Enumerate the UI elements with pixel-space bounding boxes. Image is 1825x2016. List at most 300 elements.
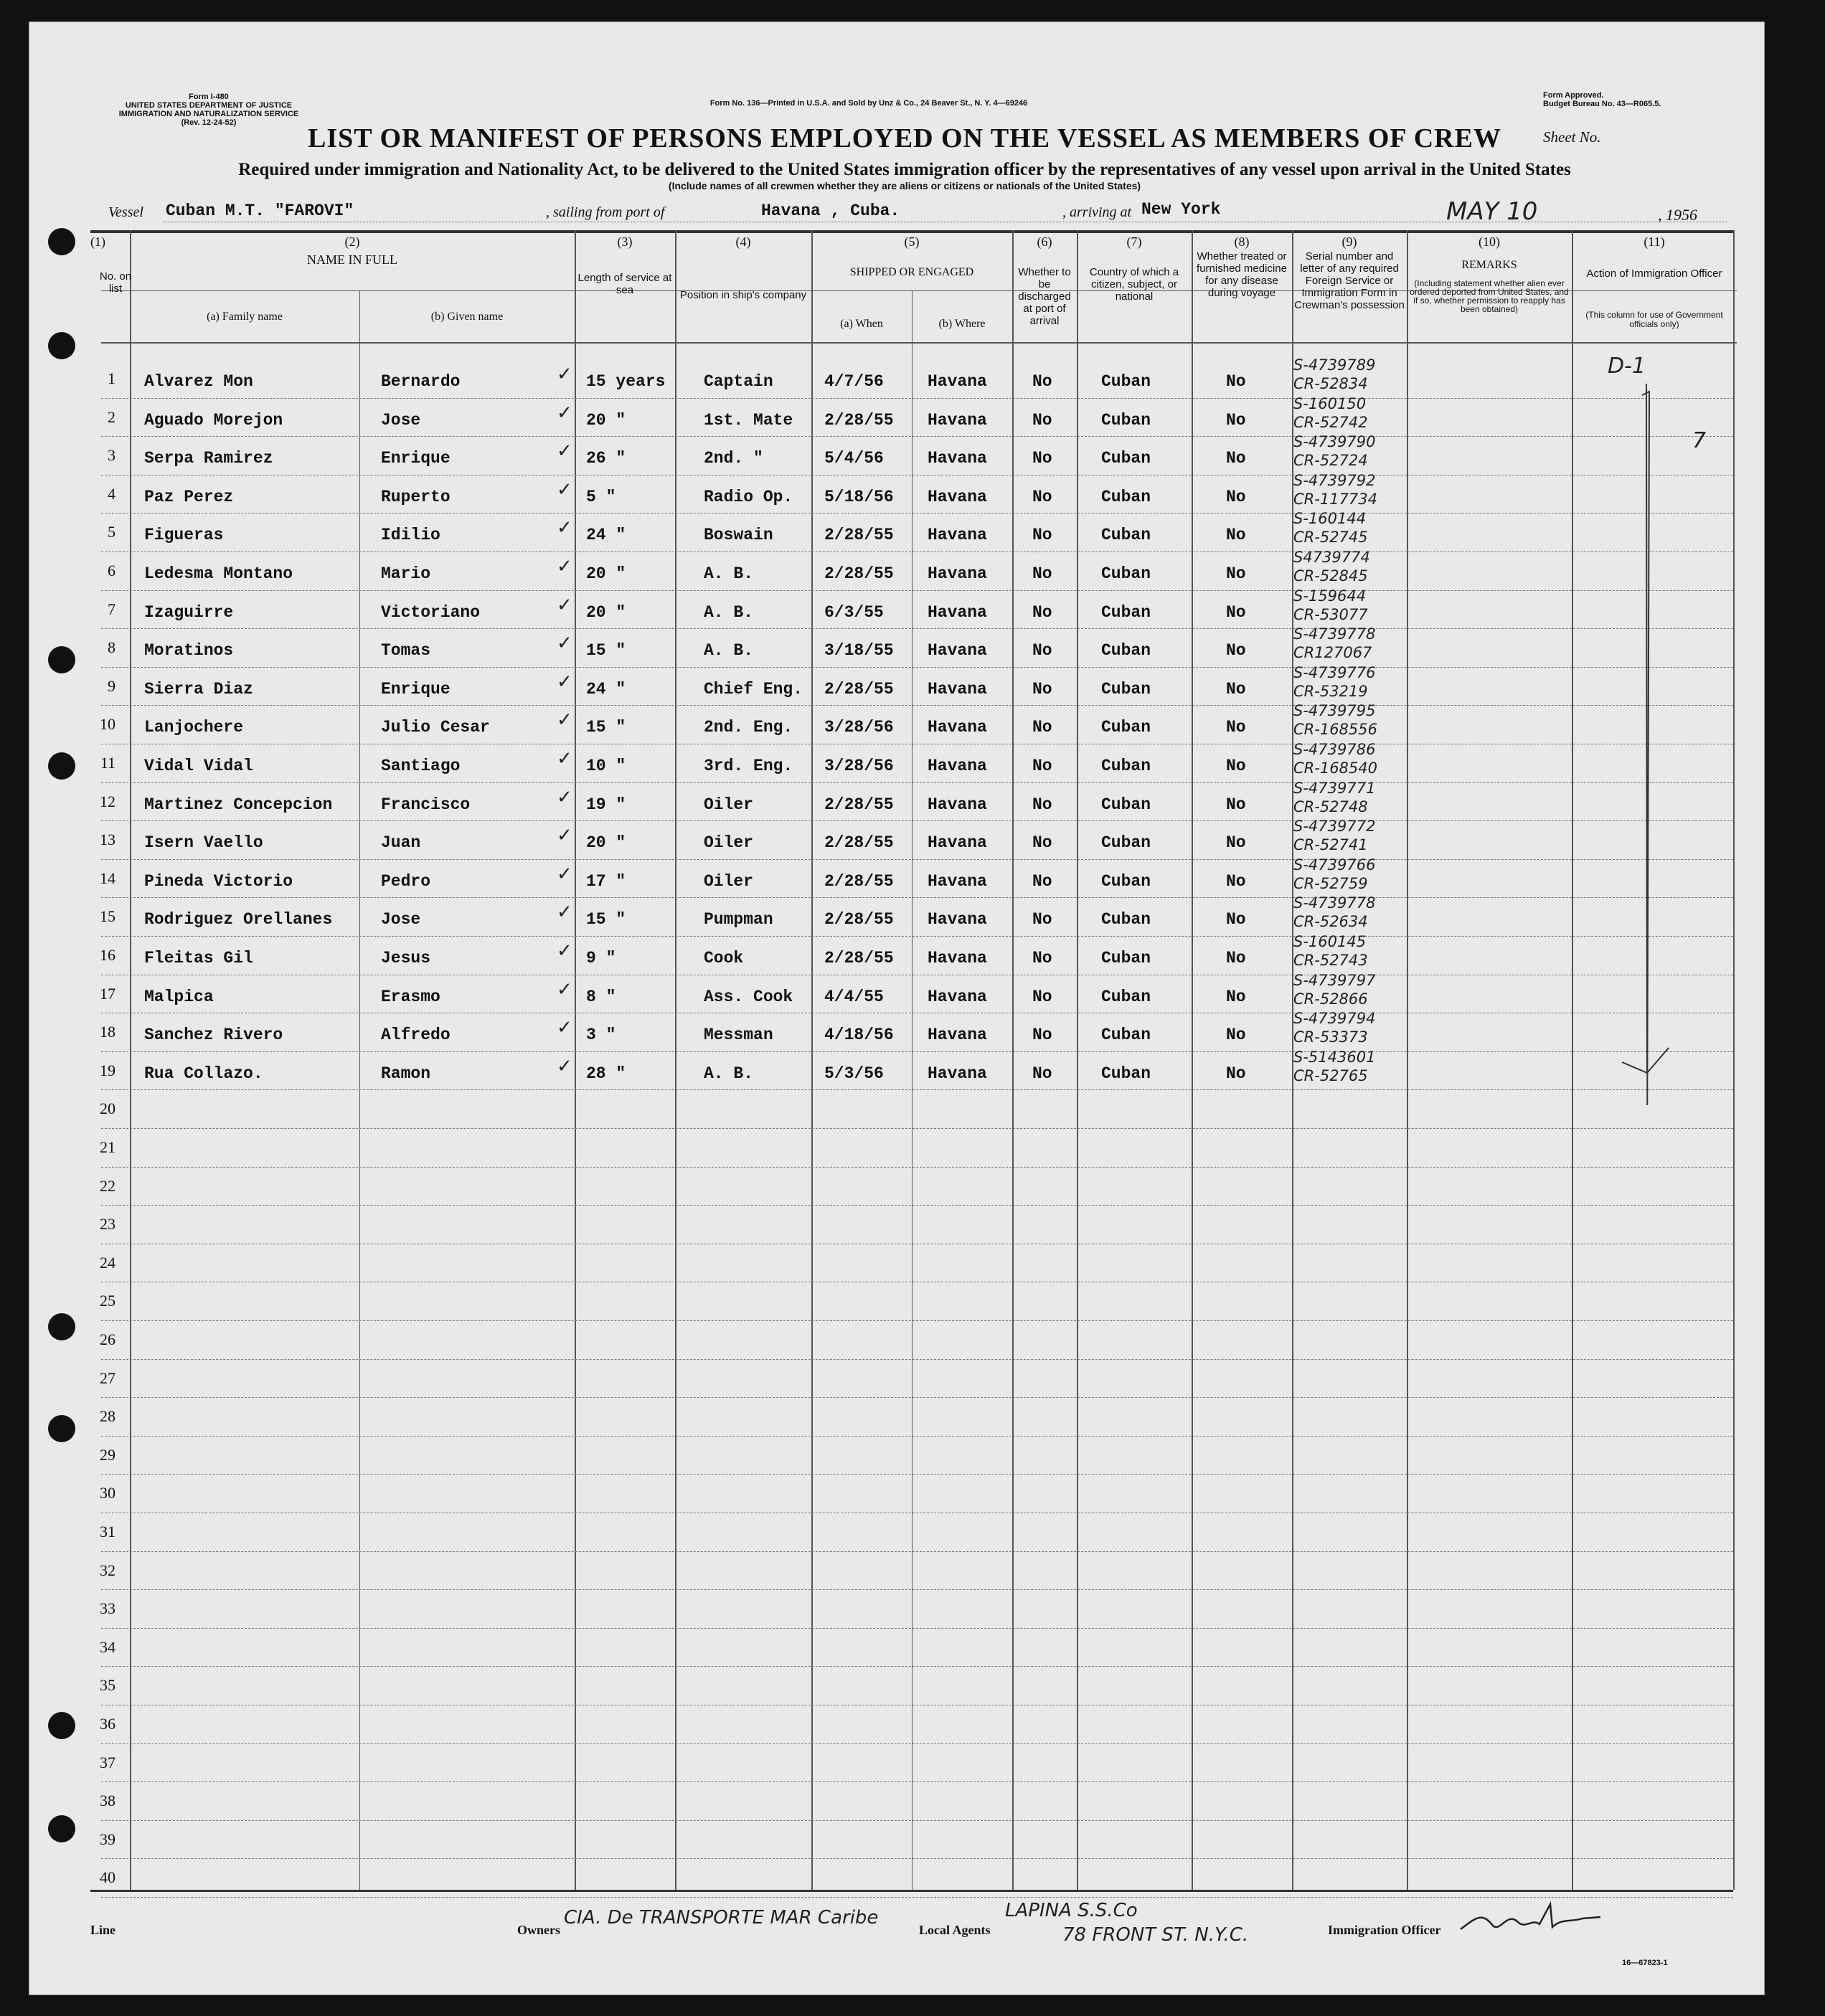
- col-num-1: (1): [90, 235, 105, 249]
- col-num-9: (9): [1341, 235, 1357, 249]
- row-number: 39: [100, 1830, 115, 1848]
- row-rule: [101, 628, 1733, 629]
- cell-where: Havana: [928, 910, 987, 929]
- cell-serial-s: S-4739794: [1293, 1010, 1376, 1028]
- cell-when: 5/4/56: [824, 449, 884, 468]
- cell-family: Martinez Concepcion: [144, 795, 333, 814]
- cell-length: 3 ": [586, 1026, 616, 1045]
- cell-family: Paz Perez: [144, 487, 234, 506]
- col-header-country: Country of which a citizen, subject, or national: [1089, 266, 1179, 303]
- cell-family: Vidal Vidal: [144, 757, 253, 775]
- cell-country: Cuban: [1101, 718, 1151, 737]
- cell-where: Havana: [928, 795, 987, 814]
- col-header-shipped: SHIPPED OR ENGAGED: [849, 266, 974, 278]
- check-mark-icon: ✓: [557, 594, 572, 616]
- footer-agents-value: LAPINA S.S.Co: [1005, 1900, 1138, 1921]
- cell-discharged: No: [1032, 718, 1052, 737]
- check-mark-icon: ✓: [557, 978, 572, 1000]
- col-num-4: (4): [735, 235, 751, 249]
- cell-family: Serpa Ramirez: [144, 449, 273, 468]
- cell-medicine: No: [1226, 410, 1246, 430]
- cell-serial-cr: CR-168540: [1293, 759, 1377, 777]
- cell-position: A. B.: [704, 1064, 754, 1083]
- row-rule: [101, 1320, 1733, 1321]
- column-rule: [1407, 230, 1408, 1890]
- cell-country: Cuban: [1101, 564, 1151, 583]
- column-rule: [675, 230, 676, 1890]
- row-rule: [101, 705, 1733, 706]
- cell-where: Havana: [928, 602, 987, 622]
- cell-where: Havana: [928, 487, 987, 506]
- cell-country: Cuban: [1101, 833, 1151, 853]
- row-rule: [101, 1589, 1733, 1590]
- cell-length: 15 ": [586, 718, 626, 737]
- cell-length: 20 ": [586, 564, 626, 583]
- col-num-10: (10): [1479, 235, 1500, 249]
- col-num-7: (7): [1126, 235, 1142, 249]
- col-header-where: (b) Where: [938, 318, 986, 330]
- cell-when: 2/28/55: [824, 949, 894, 967]
- footer-print-code: 16—67823-1: [1622, 1959, 1668, 1967]
- cell-medicine: No: [1226, 1026, 1246, 1045]
- arrival-date: MAY 10: [1446, 197, 1538, 226]
- arrival-port: New York: [1141, 200, 1221, 219]
- cell-where: Havana: [928, 449, 987, 468]
- cell-length: 26 ": [586, 449, 626, 468]
- cell-position: 2nd. Eng.: [704, 718, 793, 737]
- cell-serial-s: S-5143601: [1293, 1048, 1376, 1066]
- cell-serial-cr: CR-168556: [1293, 721, 1377, 739]
- cell-where: Havana: [928, 871, 987, 891]
- cell-country: Cuban: [1101, 679, 1151, 699]
- col-header-discharged: Whether to be discharged at port of arrival: [1018, 266, 1071, 327]
- manifest-sheet: [29, 22, 1765, 1995]
- cell-given: Bernardo: [381, 372, 461, 391]
- row-number: 2: [108, 407, 115, 426]
- cell-medicine: No: [1226, 910, 1246, 929]
- cell-length: 20 ": [586, 602, 626, 622]
- action-mark: D-1: [1608, 354, 1646, 379]
- cell-given: Ruperto: [381, 487, 451, 506]
- cell-country: Cuban: [1101, 1026, 1151, 1045]
- table-bottom-rule: [90, 1890, 1733, 1892]
- cell-length: 20 ": [586, 410, 626, 430]
- row-rule: [101, 1551, 1733, 1552]
- cell-family: Ledesma Montano: [144, 564, 293, 583]
- cell-length: 20 ": [586, 833, 626, 853]
- cell-medicine: No: [1226, 641, 1246, 661]
- cell-serial-cr: CR-52765: [1293, 1066, 1368, 1084]
- budget-bureau: Budget Bureau No. 43—R065.5.: [1543, 100, 1661, 108]
- cell-medicine: No: [1226, 757, 1246, 775]
- cell-country: Cuban: [1101, 372, 1151, 391]
- row-rule: [101, 667, 1733, 668]
- cell-discharged: No: [1032, 871, 1052, 891]
- row-number: 13: [100, 830, 115, 849]
- row-rule: [101, 897, 1733, 898]
- cell-serial-cr: CR-52741: [1293, 836, 1368, 854]
- row-rule: [101, 1167, 1733, 1168]
- cell-family: Rodriguez Orellanes: [144, 910, 333, 929]
- cell-when: 3/28/56: [824, 718, 894, 737]
- col-num-2: (2): [344, 235, 360, 249]
- cell-where: Havana: [928, 718, 987, 737]
- row-number: 7: [108, 600, 115, 618]
- cell-when: 2/28/55: [824, 564, 894, 583]
- cell-where: Havana: [928, 1064, 987, 1083]
- arriving-label: , arriving at: [1062, 204, 1132, 220]
- header-bottom-rule: [101, 342, 1737, 344]
- cell-serial-cr: CR-52743: [1293, 952, 1368, 969]
- cell-length: 24 ": [586, 679, 626, 699]
- cell-discharged: No: [1032, 602, 1052, 622]
- cell-length: 17 ": [586, 871, 626, 891]
- cell-serial-s: S-160144: [1293, 510, 1367, 528]
- cell-when: 5/18/56: [824, 487, 894, 506]
- row-rule: [101, 1051, 1733, 1052]
- cell-given: Jose: [381, 410, 421, 430]
- cell-serial-s: S-4739776: [1293, 663, 1376, 681]
- form-number: Form I-480: [189, 93, 229, 101]
- row-number: 37: [100, 1753, 115, 1771]
- col-num-8: (8): [1234, 235, 1250, 249]
- row-rule: [101, 1397, 1733, 1398]
- cell-discharged: No: [1032, 949, 1052, 967]
- row-rule: [101, 398, 1733, 399]
- row-number: 3: [108, 446, 115, 465]
- cell-when: 2/28/55: [824, 679, 894, 699]
- row-rule: [101, 820, 1733, 821]
- check-mark-icon: ✓: [557, 633, 572, 655]
- row-number: 22: [100, 1176, 115, 1195]
- cell-serial-cr: CR-53077: [1293, 605, 1368, 623]
- col-header-family: (a) Family name: [207, 311, 283, 323]
- cell-when: 2/28/55: [824, 410, 894, 430]
- footer-owners-value: CIA. De TRANSPORTE MAR Caribe: [564, 1907, 879, 1929]
- cell-position: Cook: [704, 949, 744, 967]
- row-number: 4: [108, 484, 115, 503]
- cell-position: 3rd. Eng.: [704, 757, 793, 775]
- punch-hole: [48, 752, 75, 780]
- row-number: 6: [108, 562, 115, 579]
- cell-where: Havana: [928, 372, 987, 391]
- printer-line: Form No. 136—Printed in U.S.A. and Sold by Unz & Co., 24 Beaver St., N. Y. 4—69246: [709, 99, 1028, 108]
- column-rule: [1012, 230, 1014, 1890]
- cell-medicine: No: [1226, 795, 1246, 814]
- check-mark-icon: ✓: [557, 440, 572, 463]
- table-top-rule: [90, 230, 1733, 233]
- cell-serial-cr: CR-52866: [1293, 990, 1368, 1008]
- check-mark-icon: ✓: [557, 940, 572, 962]
- row-number: 14: [100, 869, 115, 887]
- column-rule: [575, 230, 576, 1890]
- row-rule: [101, 590, 1733, 591]
- punch-hole: [48, 1712, 75, 1739]
- row-rule: [101, 513, 1733, 514]
- cell-given: Enrique: [381, 679, 451, 699]
- cell-discharged: No: [1032, 372, 1052, 391]
- column-rule: [1192, 230, 1193, 1890]
- cell-when: 4/18/56: [824, 1026, 894, 1045]
- row-number: 9: [108, 676, 115, 695]
- cell-serial-cr: CR-52759: [1293, 874, 1368, 892]
- cell-medicine: No: [1226, 679, 1246, 699]
- cell-where: Havana: [928, 833, 987, 853]
- row-rule: [101, 782, 1733, 783]
- cell-serial-cr: CR-52724: [1293, 452, 1368, 470]
- approval-block: [1543, 91, 1758, 108]
- check-mark-icon: ✓: [557, 709, 572, 732]
- cell-where: Havana: [928, 987, 987, 1006]
- column-rule: [1077, 230, 1078, 1890]
- cell-given: Tomas: [381, 641, 431, 661]
- cell-length: 8 ": [586, 987, 616, 1006]
- check-mark-icon: ✓: [557, 1055, 572, 1077]
- include-note: (Include names of all crewmen whether they are aliens or citizens or nationals of the United States): [668, 180, 1141, 191]
- port-name: Havana , Cuba.: [761, 202, 900, 220]
- cell-discharged: No: [1032, 795, 1052, 814]
- cell-family: Izaguirre: [144, 602, 234, 622]
- cell-serial-cr: CR127067: [1293, 644, 1372, 662]
- row-rule: [101, 1820, 1733, 1821]
- cell-discharged: No: [1032, 449, 1052, 468]
- cell-position: 2nd. ": [704, 449, 763, 468]
- cell-family: Fleitas Gil: [144, 949, 253, 967]
- cell-serial-cr: CR-52745: [1293, 529, 1368, 546]
- cell-country: Cuban: [1101, 602, 1151, 622]
- row-rule: [101, 936, 1733, 937]
- cell-country: Cuban: [1101, 871, 1151, 891]
- cell-given: Julio Cesar: [381, 718, 490, 737]
- cell-serial-s: S-4739786: [1293, 741, 1376, 758]
- cell-when: 3/18/55: [824, 641, 894, 661]
- row-rule: [101, 1436, 1733, 1437]
- row-rule: [101, 1666, 1733, 1667]
- row-rule: [101, 1628, 1733, 1629]
- cell-country: Cuban: [1101, 641, 1151, 661]
- check-mark-icon: ✓: [557, 786, 572, 808]
- row-number: 20: [100, 1099, 115, 1118]
- row-number: 30: [100, 1484, 115, 1502]
- side-mark: 7: [1692, 428, 1707, 453]
- cell-discharged: No: [1032, 487, 1052, 506]
- cell-family: Lanjochere: [144, 718, 244, 737]
- footer-agents-label: Local Agents: [919, 1923, 991, 1937]
- cell-family: Alvarez Mon: [144, 372, 253, 391]
- row-rule: [101, 1359, 1733, 1360]
- punch-hole: [48, 332, 75, 359]
- row-rule: [101, 436, 1733, 437]
- check-mark-icon: ✓: [557, 901, 572, 924]
- cell-family: Figueras: [144, 526, 224, 545]
- column-rule: [1572, 230, 1573, 1890]
- cell-where: Havana: [928, 679, 987, 699]
- sheet-no-label: Sheet No.: [1543, 128, 1601, 146]
- cell-where: Havana: [928, 564, 987, 583]
- row-number: 18: [100, 1023, 115, 1041]
- cell-length: 5 ": [586, 487, 616, 506]
- cell-serial-s: S-4739772: [1293, 818, 1376, 836]
- row-number: 34: [100, 1637, 115, 1656]
- cell-discharged: No: [1032, 526, 1052, 545]
- row-number: 8: [108, 638, 115, 657]
- check-mark-icon: ✓: [557, 863, 572, 885]
- cell-medicine: No: [1226, 449, 1246, 468]
- row-number: 11: [100, 754, 115, 772]
- cell-serial-s: S-159644: [1293, 587, 1367, 605]
- row-rule: [101, 1205, 1733, 1206]
- cell-where: Havana: [928, 757, 987, 775]
- row-number: 1: [108, 369, 115, 387]
- arrival-year: , 1956: [1658, 206, 1697, 224]
- row-number: 36: [100, 1715, 115, 1733]
- cell-serial-s: S-4739792: [1293, 471, 1376, 489]
- row-number: 19: [100, 1061, 115, 1079]
- row-number: 40: [100, 1868, 115, 1887]
- cell-position: 1st. Mate: [704, 410, 793, 430]
- row-number: 33: [100, 1599, 115, 1618]
- cell-country: Cuban: [1101, 910, 1151, 929]
- cell-length: 15 years: [586, 372, 666, 391]
- service: IMMIGRATION AND NATURALIZATION SERVICE: [118, 110, 299, 118]
- cell-discharged: No: [1032, 679, 1052, 699]
- col-header-action-note: (This column for use of Government officials only): [1585, 310, 1723, 329]
- cell-given: Pedro: [381, 871, 431, 891]
- cell-position: Boswain: [704, 526, 773, 545]
- col-header-no: No. on list: [99, 270, 132, 295]
- row-number: 12: [100, 792, 115, 810]
- revision: (Rev. 12-24-52): [181, 118, 237, 127]
- cell-medicine: No: [1226, 564, 1246, 583]
- cell-family: Sierra Diaz: [144, 679, 253, 699]
- cell-discharged: No: [1032, 987, 1052, 1006]
- cell-given: Idilio: [381, 526, 440, 545]
- row-number: 10: [100, 715, 115, 734]
- cell-discharged: No: [1032, 410, 1052, 430]
- cell-given: Victoriano: [381, 602, 481, 622]
- cell-given: Juan: [381, 833, 421, 853]
- check-mark-icon: ✓: [557, 671, 572, 693]
- column-rule: [811, 230, 813, 1890]
- col-num-3: (3): [617, 235, 633, 249]
- row-number: 38: [100, 1792, 115, 1810]
- check-mark-icon: ✓: [557, 364, 572, 385]
- check-mark-icon: ✓: [557, 556, 572, 577]
- row-number: 29: [100, 1445, 115, 1464]
- cell-when: 2/28/55: [824, 871, 894, 891]
- cell-length: 10 ": [586, 757, 626, 775]
- cell-medicine: No: [1226, 1064, 1246, 1083]
- subtitle: Required under immigration and Nationality Act, to be delivered to the United States immigration officer by the representatives of any vessel upon arrival in the United States: [238, 160, 1571, 179]
- action-bracket-mark: [1593, 381, 1679, 1105]
- row-rule: [101, 1128, 1733, 1129]
- cell-position: Oiler: [704, 833, 754, 853]
- col-header-remarks: REMARKS: [1461, 259, 1517, 271]
- cell-medicine: No: [1226, 602, 1246, 622]
- col-header-action: Action of Immigration Officer: [1586, 268, 1722, 280]
- footer-agents-address: 78 FRONT ST. N.Y.C.: [1062, 1924, 1249, 1946]
- cell-family: Sanchez Rivero: [144, 1026, 283, 1045]
- department: UNITED STATES DEPARTMENT OF JUSTICE: [125, 101, 293, 110]
- cell-length: 24 ": [586, 526, 626, 545]
- row-number: 15: [100, 907, 115, 926]
- cell-discharged: No: [1032, 757, 1052, 775]
- cell-discharged: No: [1032, 833, 1052, 853]
- row-number: 28: [100, 1407, 115, 1426]
- row-number: 23: [100, 1215, 115, 1234]
- row-rule: [101, 1858, 1733, 1859]
- col-num-5: (5): [904, 235, 920, 249]
- row-number: 26: [100, 1330, 115, 1348]
- cell-family: Rua Collazo.: [144, 1064, 263, 1083]
- cell-country: Cuban: [1101, 526, 1151, 545]
- cell-serial-s: S-4739797: [1293, 971, 1376, 989]
- cell-position: Pumpman: [704, 910, 773, 929]
- row-number: 16: [100, 946, 115, 964]
- cell-given: Ramon: [381, 1064, 431, 1083]
- footer-line-label: Line: [90, 1923, 116, 1937]
- cell-serial-cr: CR-52634: [1293, 913, 1368, 931]
- row-number: 21: [100, 1138, 115, 1156]
- col-header-remarks-note: (Including statement whether alien ever ordered deported from United States, and if so, whether permission to reapply has been obtained): [1410, 278, 1569, 314]
- cell-position: Captain: [704, 372, 773, 391]
- check-mark-icon: ✓: [557, 402, 572, 424]
- cell-where: Havana: [928, 641, 987, 661]
- cell-medicine: No: [1226, 372, 1246, 391]
- row-rule: [101, 1781, 1733, 1782]
- cell-family: Pineda Victorio: [144, 871, 293, 891]
- cell-discharged: No: [1032, 564, 1052, 583]
- col-header-serial: Serial number and letter of any required Foreign Service or Immigration Form in Crewman's possession: [1294, 250, 1405, 311]
- cell-when: 5/3/56: [824, 1064, 884, 1083]
- row-number: 24: [100, 1253, 115, 1272]
- cell-country: Cuban: [1101, 487, 1151, 506]
- cell-where: Havana: [928, 949, 987, 967]
- cell-position: Ass. Cook: [704, 987, 793, 1006]
- cell-position: Chief Eng.: [704, 679, 803, 699]
- cell-when: 4/4/55: [824, 987, 884, 1006]
- cell-when: 6/3/55: [824, 602, 884, 622]
- cell-medicine: No: [1226, 526, 1246, 545]
- cell-medicine: No: [1226, 718, 1246, 737]
- cell-medicine: No: [1226, 987, 1246, 1006]
- cell-length: 9 ": [586, 949, 616, 967]
- cell-medicine: No: [1226, 949, 1246, 967]
- cell-given: Jose: [381, 910, 421, 929]
- cell-position: Messman: [704, 1026, 773, 1045]
- check-mark-icon: ✓: [557, 478, 572, 501]
- cell-family: Malpica: [144, 987, 214, 1006]
- cell-given: Erasmo: [381, 987, 440, 1006]
- vessel-label: Vessel: [108, 204, 143, 220]
- cell-position: A. B.: [704, 602, 754, 622]
- punch-hole: [48, 228, 75, 255]
- cell-medicine: No: [1226, 487, 1246, 506]
- cell-country: Cuban: [1101, 449, 1151, 468]
- row-rule: [101, 1743, 1733, 1744]
- cell-discharged: No: [1032, 1064, 1052, 1083]
- cell-given: Alfredo: [381, 1026, 451, 1045]
- cell-serial-cr: CR-52748: [1293, 798, 1368, 815]
- cell-family: Moratinos: [144, 641, 234, 661]
- row-number: 5: [108, 523, 115, 541]
- cell-when: 2/28/55: [824, 795, 894, 814]
- cell-discharged: No: [1032, 641, 1052, 661]
- cell-serial-s: S-160145: [1293, 933, 1367, 950]
- row-number: 27: [100, 1368, 115, 1387]
- footer-owners-label: Owners: [517, 1923, 560, 1937]
- sailing-label: , sailing from port of: [546, 204, 665, 220]
